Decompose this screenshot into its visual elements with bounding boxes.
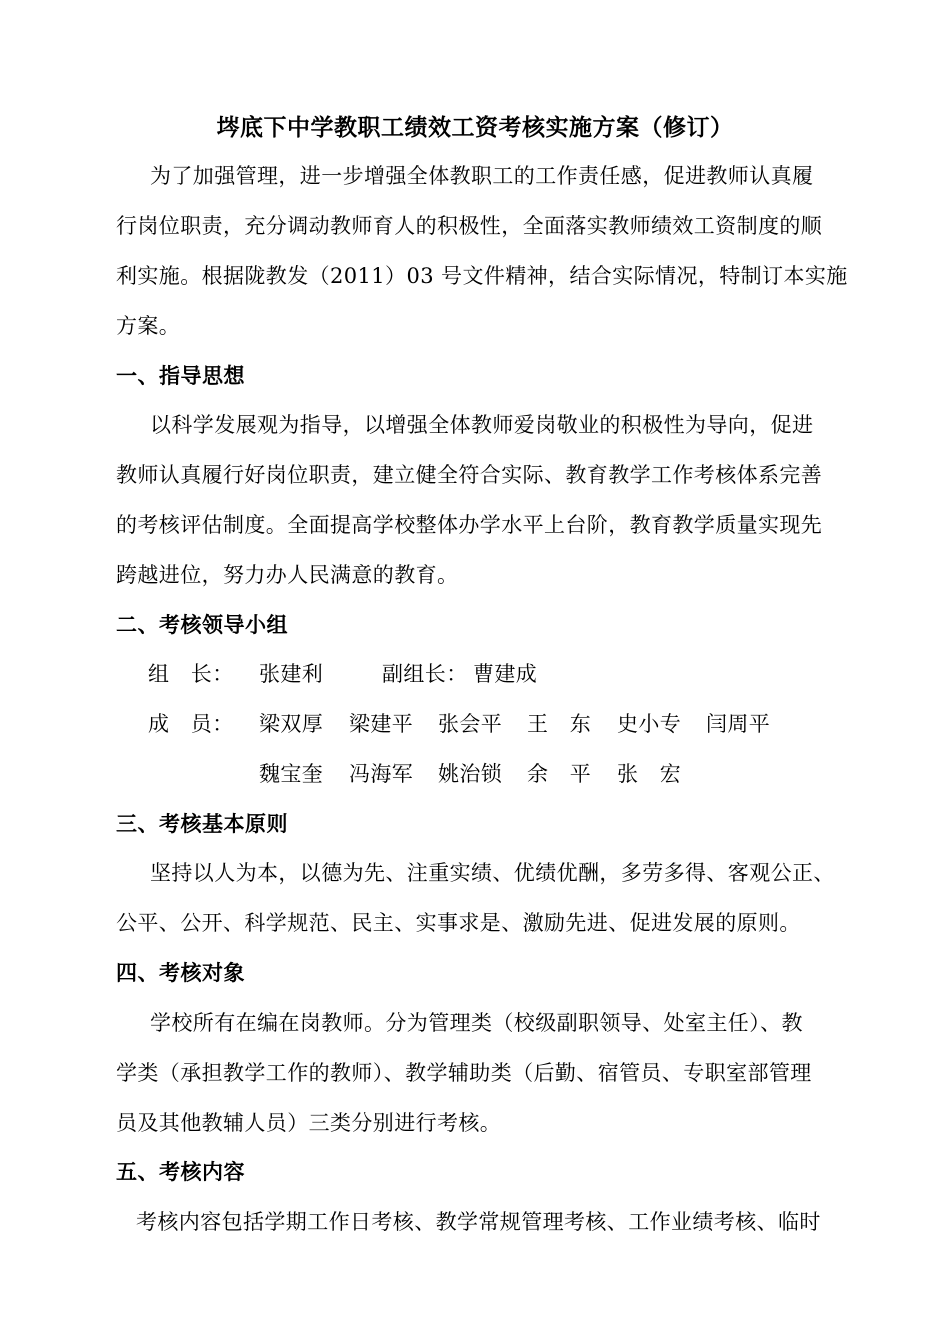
leader-name: 张建利 [259,662,324,686]
document-title: 埁底下中学教职工绩效工资考核实施方案（修订） [216,114,734,141]
section3-line: 公平、公开、科学规范、民主、实事求是、激励先进、促进发展的原则。 [116,911,801,935]
section1-line: 教师认真履行好岗位职责，建立健全符合实际、教育教学工作考核体系完善 [116,463,823,487]
section-heading-leadership-group: 二、考核领导小组 [116,613,288,637]
member-name: 姚治锁 [438,762,503,786]
section-heading-basic-principles: 三、考核基本原则 [116,812,288,836]
member-name: 史小专 [617,712,682,736]
section4-line: 学类（承担教学工作的教师）、教学辅助类（后勤、宿管员、专职室部管理 [116,1061,812,1085]
member-name: 梁双厚 [259,712,324,736]
member-name: 梁建平 [349,712,414,736]
section-heading-guiding-thought: 一、指导思想 [116,364,245,388]
member-name: 冯海军 [349,762,414,786]
member-name: 张 宏 [617,762,682,786]
section4-line: 员及其他教辅人员）三类分别进行考核。 [116,1111,502,1135]
deputy-name: 曹建成 [473,662,538,686]
deputy-label: 副组长： [382,662,468,686]
intro-line: 利实施。根据陇教发（2011）03 号文件精神，结合实际情况，特制订本实施 [116,264,848,288]
section4-line: 学校所有在编在岗教师。分为管理类（校级副职领导、处室主任）、教 [150,1011,803,1035]
section-heading-assessment-content: 五、考核内容 [116,1160,245,1184]
section1-line: 跨越进位，努力办人民满意的教育。 [116,563,459,587]
intro-line: 为了加强管理，进一步增强全体教职工的工作责任感，促进教师认真履 [150,164,814,188]
section1-line: 的考核评估制度。全面提高学校整体办学水平上台阶，教育教学质量实现先 [116,513,823,537]
member-name: 闫周平 [706,712,771,736]
member-name: 王 东 [527,712,592,736]
section-heading-assessment-targets: 四、考核对象 [116,961,245,985]
member-name: 魏宝奎 [259,762,324,786]
member-name: 张会平 [438,712,503,736]
members-label: 成 员： [148,712,234,736]
intro-line: 行岗位职责，充分调动教师育人的积极性，全面落实教师绩效工资制度的顺 [116,214,823,238]
member-name: 余 平 [527,762,592,786]
leader-label: 组 长： [148,662,234,686]
section5-line: 考核内容包括学期工作日考核、教学常规管理考核、工作业绩考核、临时 [136,1210,821,1234]
section1-line: 以科学发展观为指导，以增强全体教师爱岗敬业的积极性为导向，促进 [150,413,814,437]
section3-line: 坚持以人为本，以德为先、注重实绩、优绩优酬，多劳多得、客观公正、 [150,861,835,885]
intro-line: 方案。 [116,314,181,338]
